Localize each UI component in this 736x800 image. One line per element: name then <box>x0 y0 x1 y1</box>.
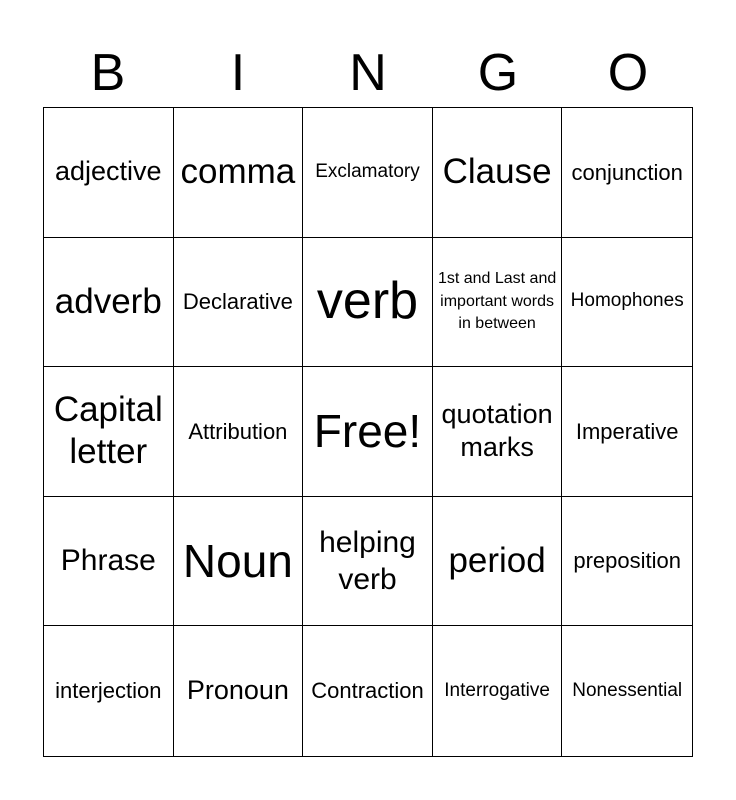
cell-text: interjection <box>55 678 162 704</box>
cell-text: helping verb <box>319 525 416 597</box>
bingo-cell-r4-c1 <box>44 497 174 627</box>
bingo-header <box>43 40 693 106</box>
cell-text: Homophones <box>570 290 684 312</box>
bingo-cell-r1-c2 <box>174 108 304 238</box>
bingo-cell-r2-c5 <box>562 238 692 368</box>
bingo-cell-r4-c2 <box>174 497 304 627</box>
cell-text: 1st and Last and important words in between <box>437 270 557 333</box>
bingo-cell-r3-c1 <box>44 367 174 497</box>
cell-text: Capital letter <box>53 390 163 472</box>
cell-text: Attribution <box>188 418 288 444</box>
bingo-grid <box>43 107 693 757</box>
bingo-cell-r1-c3 <box>303 108 433 238</box>
bingo-cell-r2-c1 <box>44 238 174 368</box>
bingo-cell-r5-c2 <box>174 626 304 756</box>
cell-text: adverb <box>54 281 162 321</box>
header-letter-b: B <box>90 44 126 102</box>
cell-text: quotation marks <box>441 398 553 463</box>
header-letter-g: G <box>477 44 519 102</box>
bingo-cell-r5-c5 <box>562 626 692 756</box>
bingo-cell-r2-c2 <box>174 238 304 368</box>
bingo-cell-r1-c1 <box>44 108 174 238</box>
bingo-cell-r2-c3 <box>303 238 433 368</box>
bingo-cell-r3-c4 <box>433 367 563 497</box>
header-letter-i: I <box>230 44 246 102</box>
cell-text: comma <box>180 152 296 192</box>
bingo-cell-r5-c1 <box>44 626 174 756</box>
cell-text: Contraction <box>311 678 424 704</box>
cell-text: Pronoun <box>186 675 289 706</box>
cell-text: period <box>448 541 546 581</box>
bingo-cell-r4-c5 <box>562 497 692 627</box>
cell-text: Imperative <box>575 418 679 444</box>
bingo-cell-r5-c3 <box>303 626 433 756</box>
bingo-cell-r1-c4 <box>433 108 563 238</box>
cell-text: Exclamatory <box>315 160 420 182</box>
bingo-cell-r3-c5 <box>562 367 692 497</box>
cell-text: Free! <box>313 405 422 458</box>
bingo-cell-r3-c2 <box>174 367 304 497</box>
cell-text: conjunction <box>571 159 683 185</box>
header-letter-o: O <box>607 44 649 102</box>
cell-text: Declarative <box>182 289 293 315</box>
bingo-cell-r1-c5 <box>562 108 692 238</box>
cell-text: Clause <box>442 152 552 192</box>
bingo-cell-r2-c4 <box>433 238 563 368</box>
bingo-cell-r4-c4 <box>433 497 563 627</box>
cell-text: adjective <box>55 156 162 187</box>
bingo-cell-r3-c3 <box>303 367 433 497</box>
bingo-cell-r4-c3 <box>303 497 433 627</box>
cell-text: Phrase <box>60 544 156 578</box>
cell-text: Nonessential <box>572 679 683 701</box>
cell-text: Interrogative <box>444 679 550 701</box>
cell-text: Noun <box>182 534 293 587</box>
header-letter-n: N <box>349 44 387 102</box>
cell-text: preposition <box>573 548 682 574</box>
bingo-cell-r5-c4 <box>433 626 563 756</box>
cell-text: verb <box>316 272 419 331</box>
